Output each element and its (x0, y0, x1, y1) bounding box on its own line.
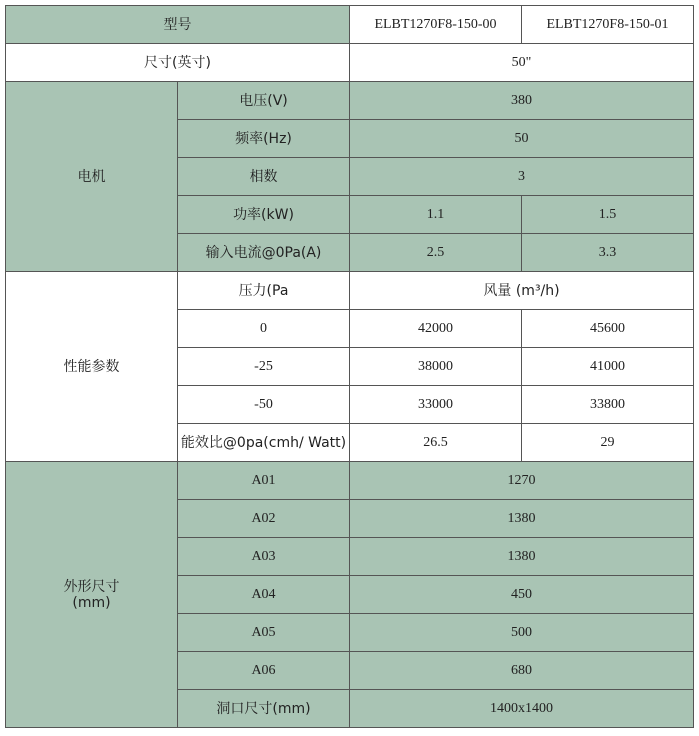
dimensions-label (6, 462, 178, 728)
dimensions-title: 外形尺寸 (63, 578, 120, 595)
size-label: 尺寸(英寸) (6, 44, 350, 82)
motor-param-value-2: 3.3 (522, 234, 694, 272)
spec-table (5, 5, 694, 728)
motor-param-value-1: 2.5 (350, 234, 522, 272)
performance-header-row (6, 272, 694, 310)
airflow-value-2: 41000 (522, 348, 694, 386)
dimension-value: 500 (350, 614, 694, 652)
opening-size-label: 洞口尺寸(mm) (178, 690, 350, 728)
dimensions-unit: (mm) (72, 594, 111, 611)
motor-label: 电机 (6, 82, 178, 272)
airflow-value-1: 42000 (350, 310, 522, 348)
model-name-2: ELBT1270F8-150-01 (522, 6, 694, 44)
efficiency-label: 能效比@0pa(cmh/ Watt) (178, 424, 350, 462)
efficiency-value-1: 26.5 (350, 424, 522, 462)
dimension-label: A01 (178, 462, 350, 500)
dimension-value: 450 (350, 576, 694, 614)
airflow-value-1: 38000 (350, 348, 522, 386)
airflow-value-2: 33800 (522, 386, 694, 424)
airflow-header: 风量 (m³/h) (350, 272, 694, 310)
airflow-value-2: 45600 (522, 310, 694, 348)
dimension-label: A02 (178, 500, 350, 538)
motor-param-label: 频率(Hz) (178, 120, 350, 158)
performance-label: 性能参数 (6, 272, 178, 462)
dimension-value: 1380 (350, 538, 694, 576)
pressure-header: 压力(Pa (178, 272, 350, 310)
motor-param-value: 50 (350, 120, 694, 158)
pressure-value: -50 (178, 386, 350, 424)
dimension-value: 1270 (350, 462, 694, 500)
dimension-label: A06 (178, 652, 350, 690)
motor-param-value-2: 1.5 (522, 196, 694, 234)
motor-param-value-1: 1.1 (350, 196, 522, 234)
dimension-label: A05 (178, 614, 350, 652)
motor-param-label: 功率(kW) (178, 196, 350, 234)
model-name-1: ELBT1270F8-150-00 (350, 6, 522, 44)
dimension-row (6, 462, 694, 500)
size-value: 50" (350, 44, 694, 82)
motor-row (6, 82, 694, 120)
motor-param-label: 相数 (178, 158, 350, 196)
motor-param-label: 输入电流@0Pa(A) (178, 234, 350, 272)
model-label: 型号 (6, 6, 350, 44)
pressure-value: 0 (178, 310, 350, 348)
dimension-value: 1380 (350, 500, 694, 538)
dimension-value: 680 (350, 652, 694, 690)
header-row (6, 6, 694, 44)
size-row (6, 44, 694, 82)
dimension-label: A04 (178, 576, 350, 614)
motor-param-label: 电压(V) (178, 82, 350, 120)
dimension-label: A03 (178, 538, 350, 576)
opening-size-value: 1400x1400 (350, 690, 694, 728)
pressure-value: -25 (178, 348, 350, 386)
airflow-value-1: 33000 (350, 386, 522, 424)
efficiency-value-2: 29 (522, 424, 694, 462)
motor-param-value: 380 (350, 82, 694, 120)
motor-param-value: 3 (350, 158, 694, 196)
